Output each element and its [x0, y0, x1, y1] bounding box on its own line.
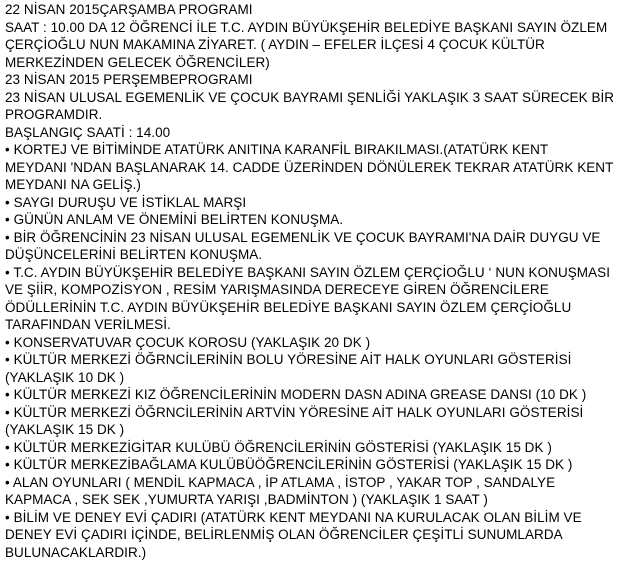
list-item-continuation: VE ŞİİR, KOMPOZİSYON , RESİM YARIŞMASINDA DERECEYE GİREN ÖĞRENCİLERE: [5, 282, 549, 297]
list-item: • GÜNÜN ANLAM VE ÖNEMİNİ BELİRTEN KONUŞMA.: [5, 212, 344, 227]
list-item: • KONSERVATUVAR ÇOCUK KOROSU (YAKLAŞIK 20 DK ): [5, 334, 371, 350]
list-item: • T.C. AYDIN BÜYÜKŞEHİR BELEDİYE BAŞKANI SAYIN ÖZLEM ÇERÇİOĞLU ‘ NUN KONUŞMASI: [5, 264, 611, 280]
list-item-continuation: (YAKLAŞIK 10 DK ): [5, 369, 125, 385]
list-item: • BİLİM VE DENEY EVİ ÇADIRI (ATATÜRK KENT MEYDANI NA KURULACAK OLAN BİLİM VE: [5, 509, 582, 525]
list-item: • KORTEJ VE BİTİMİNDE ATATÜRK ANITINA KARANFİL BIRAKILMASI.(ATATÜRK KENT: [5, 142, 549, 157]
list-item-continuation: MEYDANI 'NDAN BAŞLANARAK 14. CADDE ÜZERİNDEN DÖNÜLEREK TEKRAR ATATÜRK KENT: [5, 159, 614, 175]
start-time: BAŞLANGIÇ SAATİ : 14.00: [5, 124, 171, 140]
list-item-continuation: (YAKLAŞIK 15 DK ): [5, 422, 125, 437]
list-item: • KÜLTÜR MERKEZİ KIZ ÖĞRENCİLERİNİN MODERN DASN ADINA GREASE DANSI (10 DK ): [5, 387, 587, 402]
text-line: 23 NİSAN ULUSAL EGEMENLİK VE ÇOCUK BAYRAMI ŞENLİĞİ YAKLAŞIK 3 SAAT SÜRECEK BİR: [5, 89, 615, 105]
heading-23-nisan: 23 NİSAN 2015 PERŞEMBEPROGRAMI: [5, 72, 253, 87]
list-item-continuation: KAPMACA , SEK SEK ,YUMURTA YARIŞI ,BADMİNTON ) (YAKLAŞIK 1 SAAT ): [5, 492, 488, 507]
list-item: • ALAN OYUNLARI ( MENDİL KAPMACA , İP ATLAMA , İSTOP , YAKAR TOP , SANDALYE: [5, 474, 556, 490]
list-item-continuation: TARAFINDAN VERİLMESİ.: [5, 317, 171, 332]
text-line: ÇERÇİOĞLU NUN MAKAMINA ZİYARET. ( AYDIN – EFELER İLÇESİ 4 ÇOCUK KÜLTÜR: [5, 37, 545, 52]
list-item-continuation: DENEY EVİ ÇADIRI İÇİNDE, BELİRLENMİŞ OLAN ÖĞRENCİLER ÇEŞİTLİ SUNUMLARDA: [5, 527, 563, 542]
list-item: • KÜLTÜR MERKEZİGİTAR KULÜBÜ ÖĞRENCİLERİNİN GÖSTERİSİ (YAKLAŞIK 15 DK ): [5, 439, 552, 455]
list-item: • SAYGI DURUŞU VE İSTİKLAL MARŞI: [5, 194, 247, 210]
list-item-continuation: MEYDANI NA GELİŞ.): [5, 177, 141, 192]
text-line: SAAT : 10.00 DA 12 ÖĞRENCİ İLE T.C. AYDIN BÜYÜKŞEHİR BELEDİYE BAŞKANI SAYIN ÖZLEM: [5, 19, 608, 35]
list-item: • KÜLTÜR MERKEZİBAĞLAMA KULÜBÜÖĞRENCİLERİNİN GÖSTERİSİ (YAKLAŞIK 15 DK ): [5, 457, 573, 472]
list-item: • KÜLTÜR MERKEZİ ÖĞRNCİLERİNİN BOLU YÖRESİNE AİT HALK OYUNLARI GÖSTERİSİ: [5, 352, 572, 367]
heading-22-nisan: 22 NİSAN 2015ÇARŞAMBA PROGRAMI: [5, 2, 253, 17]
list-item-continuation: BULUNACAKLARDIR.): [5, 544, 147, 560]
list-item: • BİR ÖĞRENCİNİN 23 NİSAN ULUSAL EGEMENLİK VE ÇOCUK BAYRAMI'NA DAİR DUYGU VE: [5, 229, 601, 245]
text-line: MERKEZİNDEN GELECEK ÖĞRENCİLER): [5, 54, 270, 70]
list-item: • KÜLTÜR MERKEZİ ÖĞRNCİLERİNİN ARTVİN YÖRESİNE AİT HALK OYUNLARI GÖSTERİSİ: [5, 404, 584, 420]
text-line: PROGRAMDIR.: [5, 107, 103, 122]
list-item-continuation: ÖDÜLLERİNİN T.C. AYDIN BÜYÜKŞEHİR BELEDİYE BAŞKANI SAYIN ÖZLEM ÇERÇİOĞLU: [5, 299, 572, 315]
list-item-continuation: DÜŞÜNCELERİNİ BELİRTEN KONUŞMA.: [5, 247, 263, 262]
